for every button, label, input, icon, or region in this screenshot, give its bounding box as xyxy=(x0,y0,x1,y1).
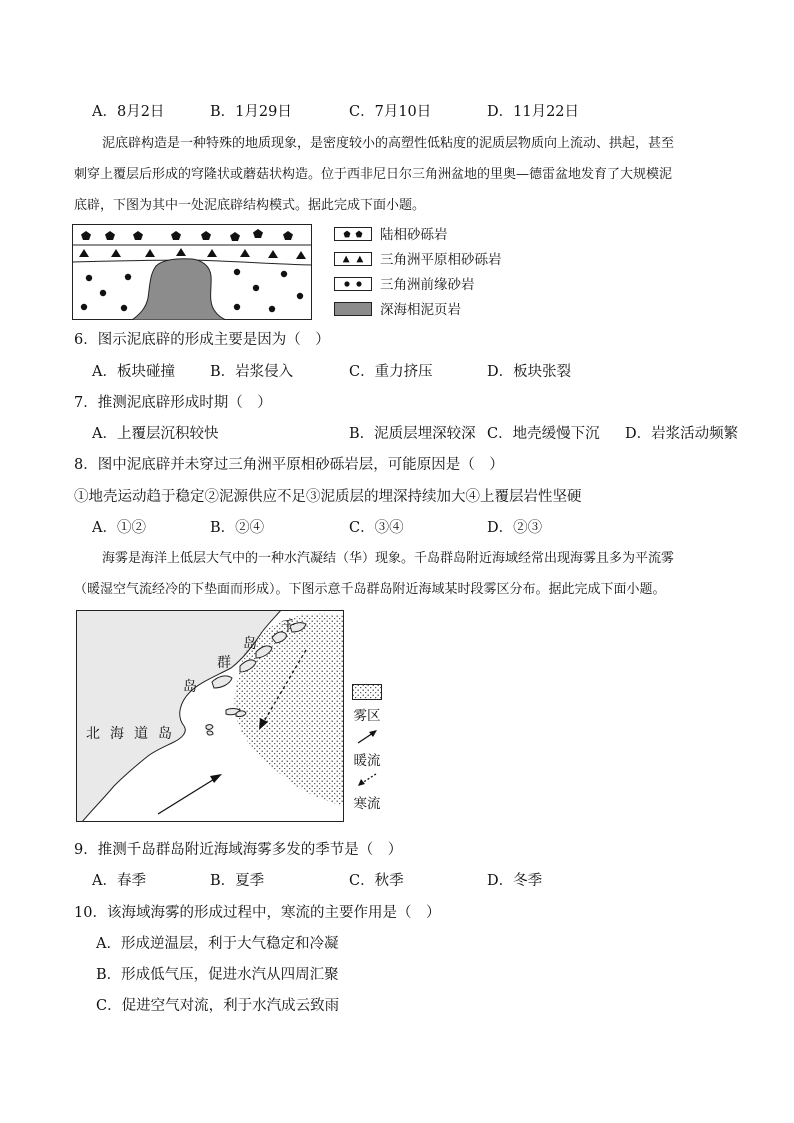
hokkaido-label: 北海道岛 xyxy=(86,726,182,742)
fog-legend-icon xyxy=(352,684,382,700)
chain-label-char-4: 岛 xyxy=(183,679,197,695)
cold-current-legend xyxy=(350,772,384,812)
pentagon-legend-icon xyxy=(334,227,372,241)
q5-option-a: A．8月2日 xyxy=(92,104,165,120)
q9-option-c: C．秋季 xyxy=(349,873,404,889)
q6-option-d: D．板块张裂 xyxy=(487,364,572,380)
q8-stem: 8．图中泥底辟并未穿过三角洲平原相砂砾岩层，可能原因是（ ） xyxy=(74,457,504,473)
intro2-line: 海雾是海洋上低层大气中的一种水汽凝结（华）现象。千岛群岛附近海域经常出现海雾且多为平流雾 xyxy=(102,551,675,566)
legend-label: 三角洲平原相砂砾岩 xyxy=(380,252,502,268)
fog-legend-label: 雾区 xyxy=(353,708,381,724)
q7-option-b: B．泥质层埋深较深 xyxy=(349,426,476,442)
q5-option-d: D．11月22日 xyxy=(487,104,580,120)
cold-current-legend-label: 寒流 xyxy=(353,796,381,812)
q8-option-d: D．②③ xyxy=(487,520,543,536)
intro-paragraph-mud-diapir xyxy=(74,128,724,221)
chain-label-char-1: 千 xyxy=(281,619,295,635)
mud-diapir-figure xyxy=(72,224,312,320)
chain-label-char-2: 岛 xyxy=(243,636,257,652)
warm-current-legend xyxy=(350,729,384,769)
q10-option-a: A．形成逆温层，利于大气稳定和冷凝 xyxy=(96,936,339,952)
warm-current-legend-label: 暖流 xyxy=(353,753,381,769)
chain-label-char-3: 群 xyxy=(217,655,231,671)
q8-option-b: B．②④ xyxy=(210,520,265,536)
warm-current-legend-icon xyxy=(355,729,379,745)
q9-stem: 9．推测千岛群岛附近海域海雾多发的季节是（ ） xyxy=(74,842,403,858)
q9-option-b: B．夏季 xyxy=(210,873,265,889)
q8-option-a: A．①② xyxy=(92,520,146,536)
q5-option-c: C．7月10日 xyxy=(349,104,432,120)
gray-legend-icon xyxy=(334,302,372,316)
q6-option-a: A．板块碰撞 xyxy=(92,364,175,380)
q9-option-d: D．冬季 xyxy=(487,873,543,889)
legend-label: 三角洲前缘砂岩 xyxy=(380,277,475,293)
q7-option-d: D．岩浆活动频繁 xyxy=(625,426,739,442)
intro2-line: （暖湿空气流经冷的下垫面而形成）。下图示意千岛群岛附近海域某时段雾区分布。据此完成下面小题。 xyxy=(74,582,666,597)
q6-option-c: C．重力挤压 xyxy=(349,364,433,380)
legend-label: 陆相砂砾岩 xyxy=(380,227,448,243)
fog-legend xyxy=(350,684,384,724)
dot-legend-icon xyxy=(334,277,372,291)
q7-option-a: A．上覆层沉积较快 xyxy=(92,426,219,442)
kuril-fog-map xyxy=(76,610,344,822)
q10-option-b: B．形成低气压，促进水汽从四周汇聚 xyxy=(96,967,339,983)
q10-option-c: C．促进空气对流，利于水汽成云致雨 xyxy=(96,998,340,1014)
q7-option-c: C．地壳缓慢下沉 xyxy=(487,426,600,442)
legend-label: 深海相泥页岩 xyxy=(380,302,461,318)
q6-option-b: B．岩浆侵入 xyxy=(210,364,294,380)
intro1-line: 刺穿上覆层后形成的穹隆状或蘑菇状构造。位于西非尼日尔三角洲盆地的里奥—德雷盆地发育了大规模泥 xyxy=(74,167,673,182)
q5-option-b: B．1月29日 xyxy=(210,104,292,120)
q8-option-c: C．③④ xyxy=(349,520,404,536)
q10-stem: 10．该海域海雾的形成过程中，寒流的主要作用是（ ） xyxy=(74,905,441,921)
q6-stem: 6．图示泥底辟的形成主要是因为（ ） xyxy=(74,332,330,348)
triangle-legend-icon xyxy=(334,252,372,266)
cold-current-legend-icon xyxy=(355,772,379,788)
q8-statements: ①地壳运动趋于稳定②泥源供应不足③泥质层的埋深持续加大④上覆层岩性坚硬 xyxy=(74,489,582,505)
intro-paragraph-sea-fog xyxy=(74,543,724,605)
intro1-line: 泥底辟构造是一种特殊的地质现象，是密度较小的高塑性低粘度的泥质层物质向上流动、拱起，甚至 xyxy=(102,136,675,151)
q7-stem: 7．推测泥底辟形成时期（ ） xyxy=(74,395,272,411)
intro1-line: 底辟，下图为其中一处泥底辟结构模式。据此完成下面小题。 xyxy=(74,198,426,213)
q9-option-a: A．春季 xyxy=(92,873,146,889)
